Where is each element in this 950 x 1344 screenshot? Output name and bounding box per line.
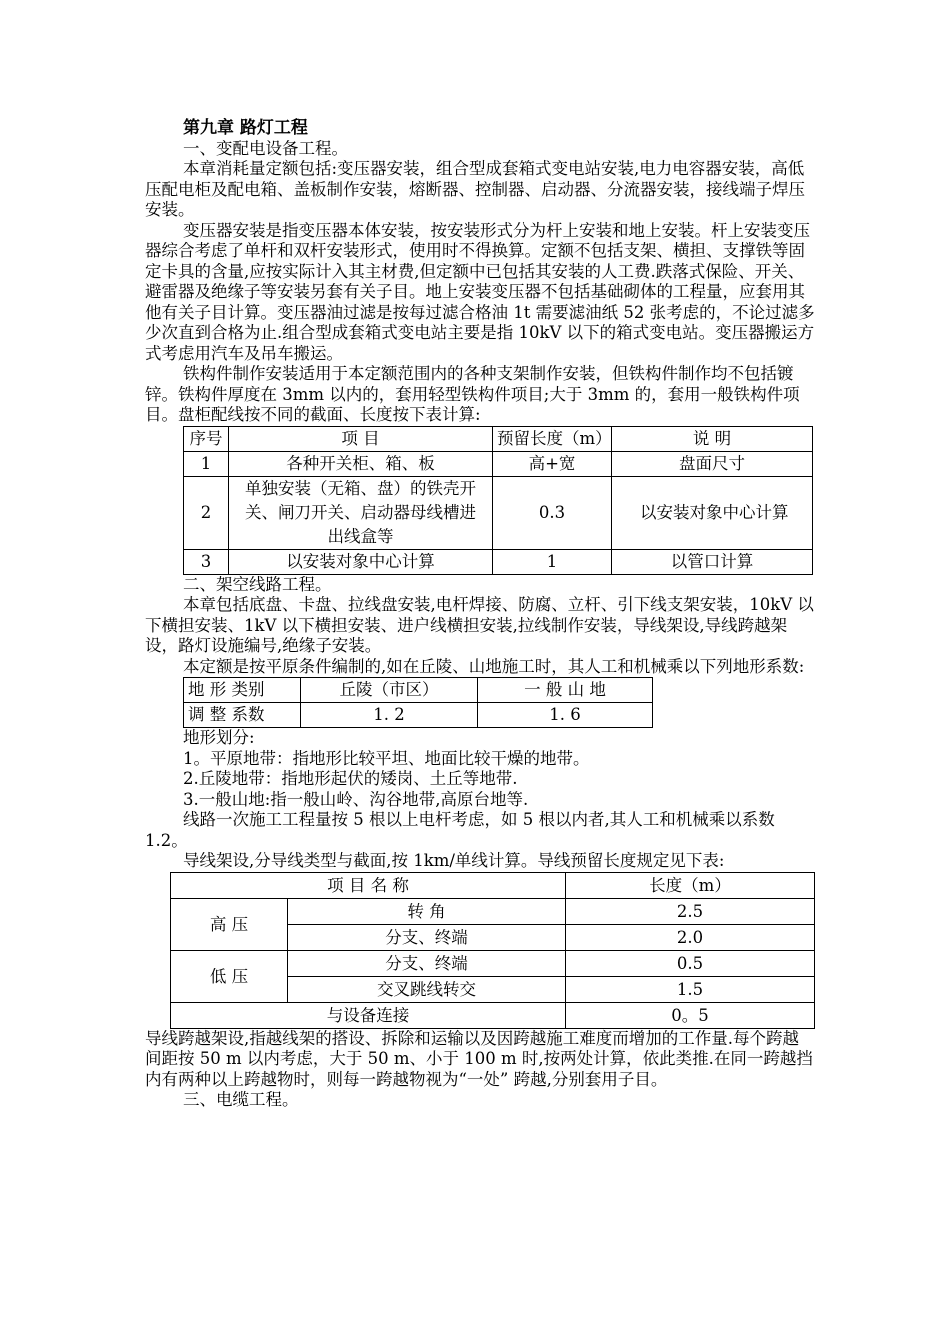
table-cell: 1 bbox=[493, 549, 612, 574]
table-cell: 各种开关柜、箱、板 bbox=[229, 451, 493, 476]
table-row bbox=[184, 678, 653, 703]
table-cell: 单独安装（无箱、盘）的铁壳开关、闸刀开关、启动器母线槽进出线盒等 bbox=[229, 476, 493, 549]
table-cell: 一 般 山 地 bbox=[478, 678, 653, 703]
table-cell: 与设备连接 bbox=[171, 1002, 566, 1028]
paragraph: 本章消耗量定额包括:变压器安装，组合型成套箱式变电站安装,电力电容器安装，高低压配电柜及配电箱、盖板制作安装，熔断器、控制器、启动器、分流器安装，接线端子焊压安装。 bbox=[145, 159, 805, 219]
table-cell: 2.5 bbox=[566, 898, 815, 924]
table-cell: 3 bbox=[184, 549, 229, 574]
table-cell: 1 bbox=[184, 451, 229, 476]
paragraph: 导线架设,分导线类型与截面,按 1km/单线计算。导线预留长度规定见下表: bbox=[183, 851, 725, 870]
section-heading-1: 一、变配电设备工程。 bbox=[183, 138, 348, 158]
table-row bbox=[184, 703, 653, 728]
terrain-coefficient-table bbox=[183, 677, 653, 728]
terrain-title: 地形划分: bbox=[183, 728, 255, 747]
table-cell: 0.3 bbox=[493, 476, 612, 549]
table-cell: 高 压 bbox=[171, 898, 288, 950]
table-header-note: 说 明 bbox=[612, 426, 813, 451]
table-header-length: 预留长度（m） bbox=[493, 426, 612, 451]
chapter-title: 第九章 路灯工程 bbox=[183, 118, 308, 138]
table-row bbox=[171, 1002, 815, 1028]
table-cell: 以安装对象中心计算 bbox=[229, 549, 493, 574]
table-cell: 分支、终端 bbox=[288, 950, 566, 976]
table-row bbox=[171, 872, 815, 898]
wiring-reserve-table bbox=[183, 426, 813, 575]
section-heading-3: 三、电缆工程。 bbox=[183, 1090, 299, 1109]
table-header-item: 项 目 名 称 bbox=[171, 872, 566, 898]
table-cell: 交叉跳线转交 bbox=[288, 976, 566, 1002]
table-cell: 0.5 bbox=[566, 950, 815, 976]
table-cell: 丘陵（市区） bbox=[301, 678, 478, 703]
table-cell: 以管口计算 bbox=[612, 549, 813, 574]
table-cell: 转 角 bbox=[288, 898, 566, 924]
list-item: 1。平原地带：指地形比较平坦、地面比较干燥的地带。 bbox=[183, 748, 590, 768]
list-item: 2.丘陵地带：指地形起伏的矮岗、土丘等地带. bbox=[183, 769, 518, 788]
section-heading-2: 二、架空线路工程。 bbox=[183, 574, 332, 594]
table-cell: 2.0 bbox=[566, 924, 815, 950]
paragraph: 铁构件制作安装适用于本定额范围内的各种支架制作安装，但铁构件制作均不包括镀锌。铁构件厚度在 3mm 以内的，套用轻型铁构件项目;大于 3mm 的，套用一般铁构件项目。盘柜配线按不同的截面、长度按下表计算: bbox=[145, 364, 800, 424]
table-row bbox=[171, 898, 815, 924]
table-row bbox=[171, 950, 815, 976]
paragraph: 变压器安装是指变压器本体安装，按安装形式分为杆上安装和地上安装。杆上安装变压器综合考虑了单杆和双杆安装形式，使用时不得换算。定额不包括支架、横担、支撑铁等固定卡具的含量,应按实际计入其主材费,但定额中已包括其安装的人工费.跌落式保险、开关、避雷器及绝缘子等安装另套有关子目。地上安装变压器不包括基础砌体的工程量，应套用其他有关子目计算。变压器油过滤是按每过滤合格油 1t 需要滤油纸 52 张考虑的，不论过滤多少次直到合格为止.组合型成套箱式变电站主要是指 10kV 以下的箱式变电站。变压器搬运方式考虑用汽车及吊车搬运。 bbox=[145, 220, 815, 363]
table-row bbox=[184, 451, 813, 476]
table-cell: 分支、终端 bbox=[288, 924, 566, 950]
table-cell: 0。5 bbox=[566, 1002, 815, 1028]
table-header-length: 长度（m） bbox=[566, 872, 815, 898]
table-cell: 调 整 系数 bbox=[184, 703, 301, 728]
table-cell: 低 压 bbox=[171, 950, 288, 1002]
table-cell: 盘面尺寸 bbox=[612, 451, 813, 476]
paragraph: 本章包括底盘、卡盘、拉线盘安装,电杆焊接、防腐、立杆、引下线支架安装，10kV 以下横担安装、1kV 以下横担安装、进户线横担安装,拉线制作安装，导线架设,导线跨越架设，路灯设施编号,绝缘子安装。 bbox=[145, 595, 814, 655]
table-row bbox=[184, 476, 813, 549]
paragraph: 线路一次施工工程量按 5 根以上电杆考虑，如 5 根以内者,其人工和机械乘以系数 1.2。 bbox=[145, 810, 775, 850]
list-item: 3.一般山地:指一般山岭、沟谷地带,高原台地等. bbox=[183, 789, 529, 809]
table-cell: 1.5 bbox=[566, 976, 815, 1002]
conductor-reserve-table bbox=[170, 872, 815, 1029]
table-row bbox=[184, 549, 813, 574]
paragraph: 导线跨越架设,指越线架的搭设、拆除和运输以及因跨越施工难度而增加的工作量.每个跨越间距按 50 m 以内考虑，大于 50 m、小于 100 m 时,按两处计算，依此类推.在同一跨越挡内有两种以上跨越物时，则每一跨越物视为“一处” 跨越,分别套用子目。 bbox=[145, 1028, 813, 1089]
table-cell: 高+宽 bbox=[493, 451, 612, 476]
table-cell: 地 形 类别 bbox=[184, 678, 301, 703]
table-cell: 1. 2 bbox=[301, 703, 478, 728]
table-cell: 2 bbox=[184, 476, 229, 549]
paragraph: 本定额是按平原条件编制的,如在丘陵、山地施工时，其人工和机械乘以下列地形系数: bbox=[183, 656, 805, 676]
table-cell: 以安装对象中心计算 bbox=[612, 476, 813, 549]
table-header-item: 项 目 bbox=[229, 426, 493, 451]
table-cell: 1. 6 bbox=[478, 703, 653, 728]
table-header-seq: 序号 bbox=[184, 426, 229, 451]
document-page bbox=[145, 118, 815, 1111]
